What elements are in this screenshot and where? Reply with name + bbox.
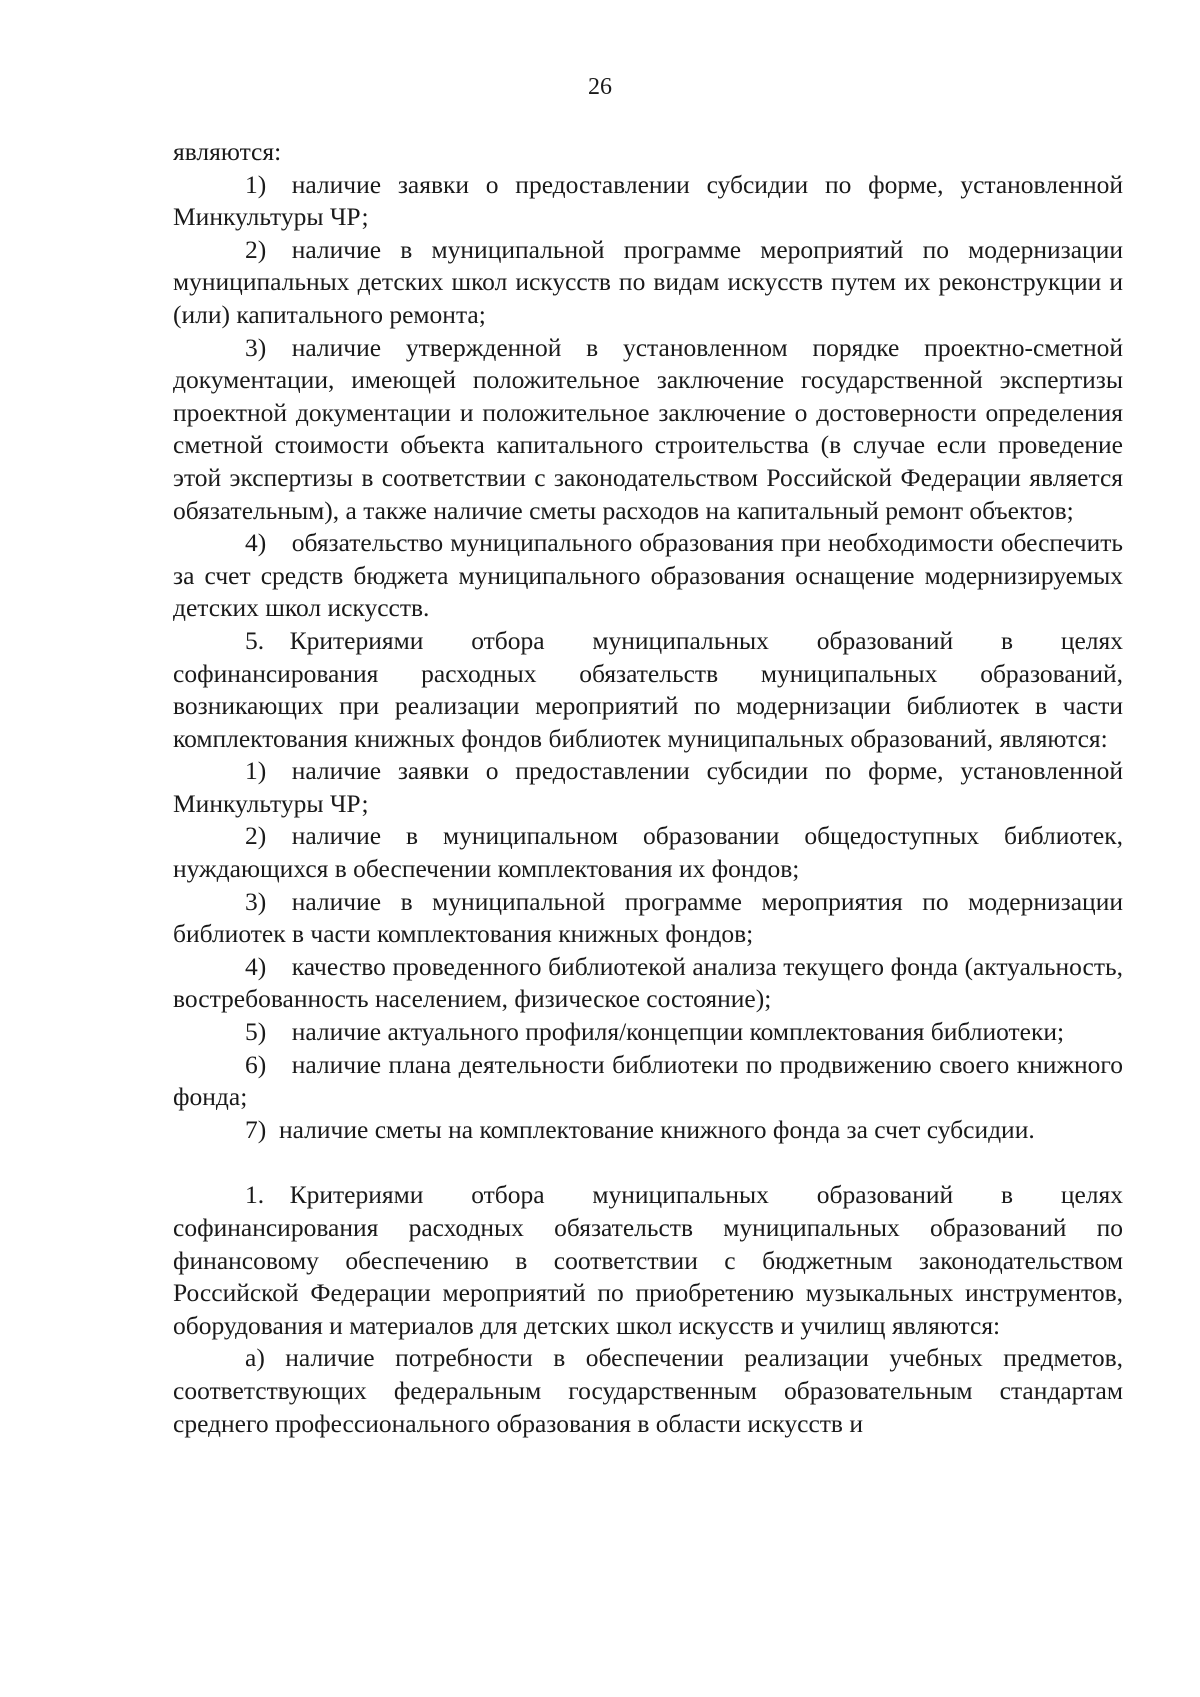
paragraph-list-item: а) наличие потребности в обеспечении реализации учебных предметов, соответствующих федеральным государственным образовательным стандартам среднего профессионального образования в области искусств и (173, 1343, 1123, 1438)
paragraph-section: 5. Критериями отбора муниципальных образований в целях софинансирования расходных обязательств муниципальных образований, возникающих при реализации мероприятий по модернизации библиотек в части комплектования книжных фондов библиотек муниципальных образований, являются: (173, 625, 1123, 753)
paragraph-list-item: 5) наличие актуального профиля/концепции комплектования библиотеки; (245, 1017, 1065, 1047)
paragraph-list-item: 4) качество проведенного библиотекой анализа текущего фонда (актуальность, востребованность населением, физическое состояние); (173, 951, 1123, 1014)
paragraph-list-item: 1) наличие заявки о предоставлении субсидии по форме, установленной Минкультуры ЧР; (173, 169, 1123, 232)
paragraph-spacer (173, 1146, 1123, 1179)
paragraph-list-item: 7) наличие сметы на комплектование книжного фонда за счет субсидии. (245, 1114, 1035, 1144)
paragraph-list-item: 2) наличие в муниципальном образовании общедоступных библиотек, нуждающихся в обеспечении комплектования их фондов; (173, 821, 1123, 884)
paragraph: являются: (173, 137, 282, 166)
paragraph-section: 1. Критериями отбора муниципальных образований в целях софинансирования расходных обязательств муниципальных образований по финансовому обеспечению в соответствии с бюджетным законодательством Российской Федерации мероприятий по приобретению музыкальных инструментов, оборудования и материалов для детских школ искусств и училищ являются: (173, 1180, 1123, 1340)
paragraph-list-item: 3) наличие утвержденной в установленном порядке проектно-сметной документации, имеющей положительное заключение государственной экспертизы проектной документации и положительное заключение о достоверности определения сметной стоимости объекта капитального строительства (в случае если проведение этой экспертизы в соответствии с законодательством Российской Федерации является обязательным), а также наличие сметы расходов на капитальный ремонт объектов; (173, 332, 1123, 525)
page-number: 26 (588, 74, 612, 100)
paragraph-list-item: 6) наличие плана деятельности библиотеки по продвижению своего книжного фонда; (173, 1049, 1123, 1112)
paragraph-list-item: 4) обязательство муниципального образования при необходимости обеспечить за счет средств бюджета муниципального образования оснащение модернизируемых детских школ искусств. (173, 528, 1123, 623)
paragraph-list-item: 3) наличие в муниципальной программе мероприятия по модернизации библиотек в части комплектования книжных фондов; (173, 886, 1123, 949)
body-text (173, 136, 1123, 1440)
paragraph-list-item: 1) наличие заявки о предоставлении субсидии по форме, установленной Минкультуры ЧР; (173, 756, 1123, 818)
paragraph-list-item: 2) наличие в муниципальной программе мероприятий по модернизации муниципальных детских школ искусств по видам искусств путем их реконструкции и (или) капитального ремонта; (173, 234, 1123, 329)
